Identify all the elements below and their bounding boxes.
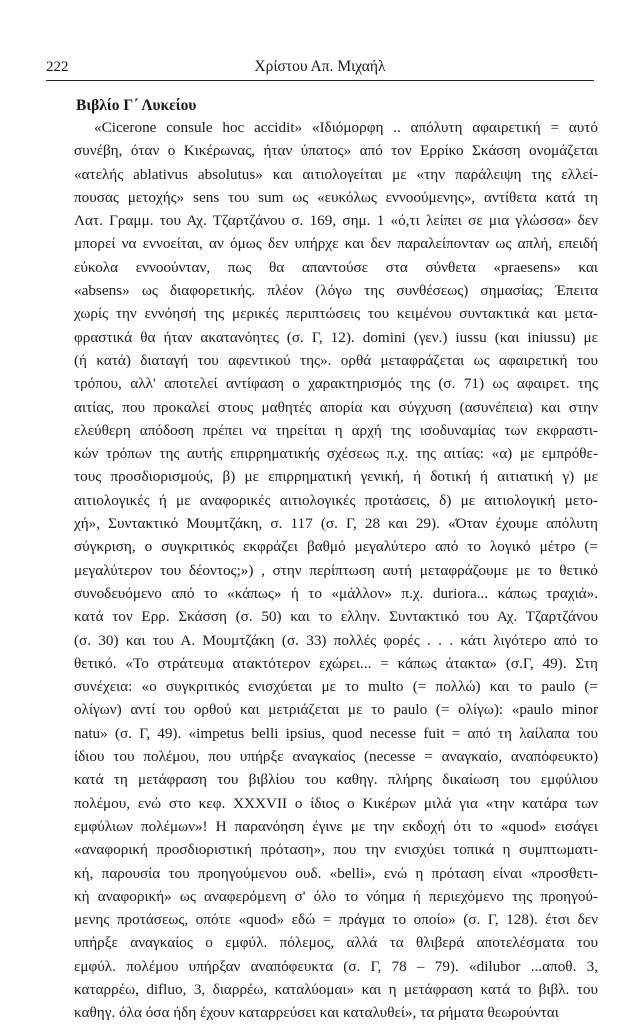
body-line: εμφύλιων πολέμων»! Η παρανόηση έγινε με την εκδοχή ότι το «quod» εισάγει xyxy=(74,817,598,835)
body-line: κή, παρουσία του προηγούμενου ουδ. «belli», ενώ η πρόταση είναι «προσθετι- xyxy=(74,864,598,882)
body-line: κατά τη μετάφραση του βιβλίου του καθηγ. πλήρης δικαίωση του εμφύλιου xyxy=(74,771,598,789)
body-line: πολέμου, ενώ στο κεφ. XXXVII ο ίδιος ο Κικέρων μιλά για «την κατάρα των xyxy=(74,794,598,812)
body-line: φραστικά θα ήταν ακατανόητες (σ. Γ, 12). domini (γεν.) iussu (και iniussu) με xyxy=(74,328,598,346)
page-number: 222 xyxy=(46,59,69,75)
body-line: κών τρόπων της αυτής επιρρηματικής σχέσεως π.χ. της αιτίας: «α) με εμπρόθε- xyxy=(74,445,598,463)
body-line: συνοδευόμενο από το «κάπως» ή το «μάλλον» π.χ. duriora... κάπως τραχιά». xyxy=(74,584,598,602)
body-line: εύκολα εννοούνταν, πως θα απαντούσε στα σύνθετα «praesens» και xyxy=(74,258,598,276)
body-line: σύγκριση, ο συγκριτικός εκφράζει βαθμό μεγαλύτερο από το λογικό μέτρο (= xyxy=(74,538,598,556)
body-line: καταρρέω, difluo, 3, διαρρέω, καταλύομαι» και η μετάφραση κατά το βιβλ. του xyxy=(74,980,598,998)
body-line: πουσας μετοχής» sens του sum ως «ευκόλως εννοούμενης», αντίθετα κατά τη xyxy=(74,188,598,206)
body-line: εμφύλ. πολέμου υπήρξαν αναπόφευκτα (σ. Γ, 78 – 79). «dilubor ...αποθ. 3, xyxy=(74,957,598,975)
body-content xyxy=(74,96,598,1025)
body-text xyxy=(74,116,598,1025)
body-line: κή αναφορική» ως αναφερόμενη σ' όλο το νόημα ή περιεχόμενο της προηγού- xyxy=(74,887,598,905)
body-line: μενης προτάσεως, οπότε «quod» εδώ = πράγμα το οποίο» (σ. Γ, 128). έτσι δεν xyxy=(74,911,598,929)
running-head: Χρίστου Απ. Μιχαήλ xyxy=(254,58,386,75)
body-line: τους προσδιορισμούς, β) με επιρρηματική γενική, ή δοτική ή αιτιατική γ) με xyxy=(74,468,598,486)
body-line: μπορεί να εννοείται, αν όμως δεν υπήρχε και δεν παραλείπονταν ως απλή, επειδή xyxy=(74,235,598,253)
body-line: χωρίς την εννόησή της μερικές περιπτώσεις του κειμένου συντακτικά και μετα- xyxy=(74,305,598,323)
body-line: ολίγων) αντί του ορθού και μετριάζεται με το paulo (= ολίγω): «paulo minor xyxy=(74,701,598,719)
body-line: ίδιου του πολέμου, που υπήρξε αναγκαίος (necesse = αναγκαίο, αναπόφευκτο) xyxy=(74,748,598,766)
body-line: αιτιολογικές ή με αναφορικές αιτιολογικές προτάσεις, δ) με αιτιολογική μετο- xyxy=(74,491,598,509)
body-line: «Cicerone consule hoc accidit» «Ιδιόμορφη .. απόλυτη αφαιρετική = αυτό xyxy=(94,119,598,136)
body-line: αιτίας, που προκαλεί στους μαθητές απορία και σύγχυση (ασυνέπεια) και στην xyxy=(74,398,598,416)
body-line: «absens» ως διαφορετικής. πλέον (λόγω της συνθέσεως) σημασίας; Έπειτα xyxy=(74,282,598,300)
body-line: μεγαλύτερον του δέοντος;») , στην περίπτωση αυτή μεταφράζουμε με το θετικό xyxy=(74,561,598,579)
body-line: συνέχεια: «ο συγκριτικός ενισχύεται με το multo (= πολλώ) και το paulo (= xyxy=(74,678,598,696)
body-line: ελεύθερη απόδοση πρέπει να τηρείται η αρχή της ισοδυναμίας των εκφραστι- xyxy=(74,421,598,439)
body-line: θετικό. «Το στράτευμα ατακτότερον εχώρει... = κάπως άτακτα» (σ.Γ, 49). Στη xyxy=(74,654,598,672)
body-line: καθηγ. όλα όσα ήδη έχουν καταρρεύσει και καταλυθεί», τα ρήματα θεωρούνται xyxy=(74,1004,559,1022)
body-line: «αναφορική προσδιοριστική πρόταση», που την ενισχύει τοπικά η συμπτωματι- xyxy=(74,841,598,859)
page-header xyxy=(46,58,594,81)
section-title: Βιβλίο Γ΄ Λυκείου xyxy=(76,97,197,114)
body-line: χή», Συντακτικό Μουμτζάκη, σ. 117 (σ. Γ, 28 και 29). «Όταν έχουμε απόλυτη xyxy=(74,515,598,533)
body-line: υπήρξε αναγκαίος ο εμφύλ. πόλεμος, αλλά τα θλιβερά αποτελέσματα του xyxy=(74,934,598,952)
body-line: natu» (σ. Γ, 49). «impetus belli ipsius, quod necesse fuit = από τη λαίλαπα του xyxy=(74,724,598,742)
body-line: (ή κατά) διαταγή του αφεντικού της». ορθά μεταφράζεται ως αφαιρετική του xyxy=(74,351,598,369)
body-line: κατά τον Ερρ. Σκάσση (σ. 50) και το ελλην. Συντακτικό του Αχ. Τζαρτζάνου xyxy=(74,608,598,626)
body-line: Λατ. Γραμμ. του Αχ. Τζαρτζάνου σ. 169, σημ. 1 «ό,τι λείπει σε μια γλώσσα» δεν xyxy=(74,212,598,230)
body-line: (σ. 30) και του Α. Μουμτζάκη (σ. 33) πολλές φορές . . . κάτι λιγότερο από το xyxy=(74,631,598,649)
body-line: «ατελής ablativus absolutus» και αιτιολογείται με «την παράλειψη της ελλεί- xyxy=(74,165,598,183)
body-line: συνέβη, όταν ο Κικέρωνας, ήταν ύπατος» από τον Ερρίκο Σκάσση ονομάζεται xyxy=(74,142,598,160)
body-line: τρόπου, αλλ' αποτελεί αντίφαση ο χαρακτηρισμός της (σ. 71) ως αφαιρετ. της xyxy=(74,375,598,393)
